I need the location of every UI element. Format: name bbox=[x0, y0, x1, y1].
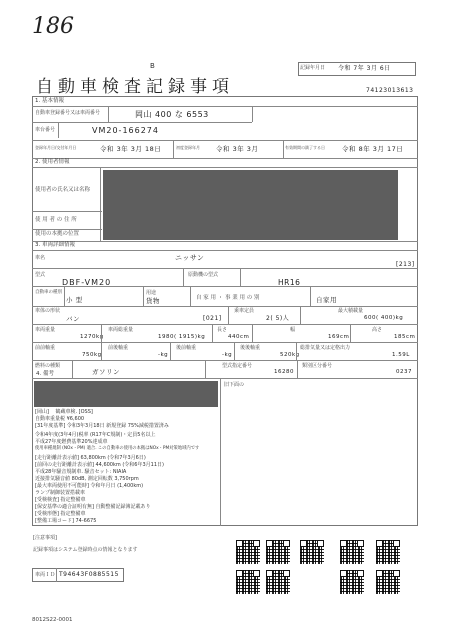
small-mark: B bbox=[150, 62, 155, 70]
handwritten-number: 186 bbox=[32, 14, 74, 39]
remark-line: 自動車重量税 ¥6,600 bbox=[35, 416, 85, 422]
remarks-right-label: 旧下面の bbox=[224, 382, 245, 388]
reg-number-label: 自動車登録番号又は車両番号 bbox=[35, 110, 101, 116]
vehicle-type-label: 自動車の種別 bbox=[35, 290, 62, 295]
remark-line: 令和4年度(3年4月)税率 (R17年C規制)・定員5名以上 bbox=[35, 432, 156, 438]
qr-code-icon bbox=[376, 570, 400, 594]
width-label: 幅 bbox=[290, 327, 296, 333]
remark-line: 平成28年騒音規制車. 騒音セット: NIAIA bbox=[35, 469, 127, 475]
business-label: 自 家 用 ・ 事 業 用 の 別 bbox=[196, 295, 260, 301]
remark-line: [受検検査] 指定整備車 bbox=[35, 497, 86, 503]
remark-line: 使用車種規制 (NOx・PM) 適合. この自動車の使用の本拠はNOx・PM対策地域内です bbox=[35, 446, 200, 451]
body-shape-code: [021] bbox=[203, 315, 222, 322]
chassis-label: 車台番号 bbox=[35, 127, 56, 133]
front-axle-label: 前前軸重 bbox=[35, 345, 56, 351]
first-reg-label: 登録年月日/交付年月日 bbox=[35, 145, 77, 150]
vehicle-weight-label: 車両重量 bbox=[35, 327, 56, 333]
displacement-value: 1.59L bbox=[392, 352, 410, 358]
business-value: 自家用 bbox=[316, 296, 337, 304]
qr-code-icon bbox=[266, 570, 290, 594]
remark-line: [走行距離計表示値] 63,800km (令和7年3月6日) bbox=[35, 455, 146, 461]
engine-value: HR16 bbox=[278, 278, 301, 287]
remark-line: [受検形態] 指定整備車 bbox=[35, 511, 86, 517]
remark-line: [保安基準の適合証明有無] 自動整備記録簿記載あり bbox=[35, 504, 151, 510]
expiry-label: 有効期間の満了する日 bbox=[285, 145, 325, 150]
engine-label: 原動機の型式 bbox=[188, 272, 219, 278]
remark-line: [岡山] 鶴蔵車検. [OSS] bbox=[35, 409, 93, 415]
first-year-label: 初度登録年月 bbox=[176, 145, 200, 150]
qr-code-icon bbox=[236, 540, 260, 564]
height-value: 185cm bbox=[394, 334, 416, 340]
rear-axle2-label: 後後軸重 bbox=[240, 345, 261, 351]
capacity-value: 2( 5)人 bbox=[266, 315, 290, 322]
category-value: 0237 bbox=[396, 369, 412, 375]
category-label: 類別区分番号 bbox=[302, 363, 333, 369]
use-value: 貨物 bbox=[146, 297, 160, 305]
length-label: 長さ bbox=[217, 327, 228, 333]
rear-axle-label: 後前軸重 bbox=[176, 345, 197, 351]
remark-line: [31年度基準] 令和3年3月18日 新規登録 75%減税措置済み bbox=[35, 423, 169, 429]
body-shape-label: 車体の形状 bbox=[35, 308, 61, 314]
remark-line: [最大車両使用不可能時] 令和年月日 (1,400km) bbox=[35, 483, 144, 489]
designation-value: 16280 bbox=[274, 369, 294, 375]
section-vehicle: 3. 車両詳細情報 bbox=[35, 242, 75, 248]
qr-code-icon bbox=[376, 540, 400, 564]
notes-text: 記録事項はシステム登録時点の情報となります bbox=[33, 547, 138, 553]
first-reg-value: 令和 3年 3月 18日 bbox=[100, 145, 162, 153]
fuel-label: 燃料の種類 bbox=[35, 363, 61, 369]
qr-code-icon bbox=[340, 570, 364, 594]
gross-weight-label: 車両総重量 bbox=[108, 327, 134, 333]
body-shape-value: バン bbox=[66, 315, 80, 323]
section-user: 2. 使用者情報 bbox=[35, 159, 70, 165]
vehicle-weight-value: 1270kg bbox=[80, 334, 104, 340]
gross-weight-value: 1980( 1915)kg bbox=[158, 334, 206, 340]
doc-code: 74123013613 bbox=[366, 87, 414, 94]
designation-label: 型式指定番号 bbox=[222, 363, 253, 369]
width-value: 169cm bbox=[328, 334, 350, 340]
user-name-label: 使用者の氏名又は名称 bbox=[35, 187, 91, 193]
capacity-label: 乗車定員 bbox=[234, 308, 255, 314]
model-label: 型式 bbox=[35, 272, 46, 278]
record-date-label: 記録年月日 bbox=[300, 65, 326, 71]
fuel-value: ガソリン bbox=[92, 368, 120, 376]
height-label: 高さ bbox=[372, 327, 383, 333]
front-axle-value: 750kg bbox=[82, 352, 102, 358]
remark-line: [前回の走行距離計表示値] 44,600km (令和6年3月11日) bbox=[35, 462, 164, 468]
user-address-label: 使 用 者 の 住 所 bbox=[35, 217, 77, 223]
reg-number-value: 岡山 400 な 6553 bbox=[135, 110, 209, 119]
use-label: 用途 bbox=[146, 290, 157, 296]
maker-value: ニッサン bbox=[175, 254, 205, 262]
qr-code-icon bbox=[300, 540, 324, 564]
section-remarks: 4. 備考 bbox=[36, 371, 54, 377]
vehicle-id-value: T94643F0885515 bbox=[59, 571, 119, 578]
notes-label: [注意事項] bbox=[33, 535, 57, 541]
qr-code-icon bbox=[340, 540, 364, 564]
displacement-label: 総排気量又は定格出力 bbox=[300, 345, 351, 351]
expiry-value: 令和 8年 3月 17日 bbox=[342, 145, 404, 153]
remark-line: 近接排気騒音値 80dB, 測定回転数 3,750rpm bbox=[35, 476, 139, 482]
page-title: 自動車検査記録事項 bbox=[36, 77, 234, 97]
section-basic: 1. 基本情報 bbox=[35, 98, 64, 104]
rear-axle2-value: 520kg bbox=[280, 352, 300, 358]
maker-code: [213] bbox=[396, 261, 415, 268]
qr-code-icon bbox=[266, 540, 290, 564]
first-year-value: 令和 3年 3月 bbox=[216, 145, 259, 153]
front-axle2-label: 前後軸重 bbox=[108, 345, 129, 351]
length-value: 440cm bbox=[228, 334, 250, 340]
chassis-value: VM20-166274 bbox=[92, 126, 159, 135]
redacted-user-block bbox=[103, 170, 398, 240]
model-value: DBF-VM20 bbox=[62, 278, 112, 287]
base-location-label: 使用の本拠の位置 bbox=[35, 231, 80, 237]
redacted-remarks-block bbox=[34, 381, 218, 407]
record-date-value: 令和 7年 3月 6日 bbox=[338, 65, 391, 72]
maker-label: 車名 bbox=[35, 255, 46, 261]
max-load-value: 600( 400)kg bbox=[364, 315, 404, 321]
vehicle-type-value: 小 型 bbox=[66, 296, 83, 304]
vehicle-id-label: 車両ＩＤ bbox=[35, 572, 56, 578]
rear-axle-value: -kg bbox=[222, 352, 233, 358]
qr-code-icon bbox=[236, 570, 260, 594]
remark-line: 平成27年度燃費基準20%達成車 bbox=[35, 439, 108, 445]
remark-line: [整備工場コード] 74-6675 bbox=[35, 518, 97, 524]
front-axle2-value: -kg bbox=[158, 352, 169, 358]
remark-line: ランプ制御装置搭載車 bbox=[35, 490, 86, 496]
bottom-code: 8012S22-0001 bbox=[32, 617, 73, 623]
max-load-label: 最大積載量 bbox=[338, 308, 364, 314]
